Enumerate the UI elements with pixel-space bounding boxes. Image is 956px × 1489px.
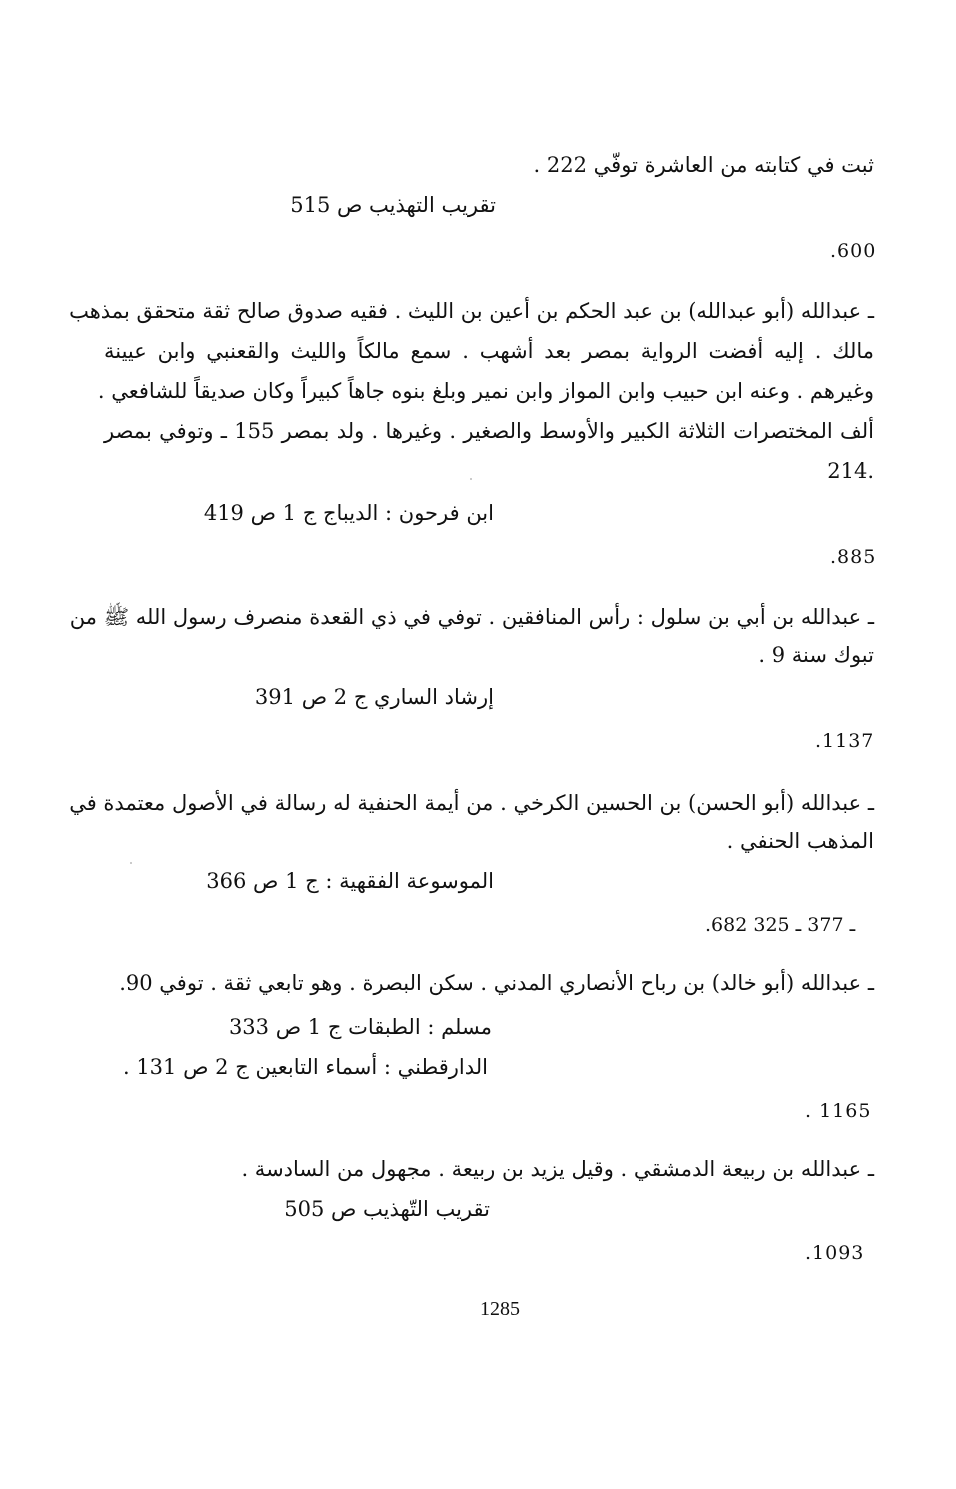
entry-text-line: المذهب الحنفي .: [726, 829, 874, 853]
entry-text-line: ـ عبدالله (أبو عبدالله) بن عبد الحكم بن أعين بن الليث . فقيه صدوق صالح ثقة متحقق بمذهب: [69, 299, 874, 323]
entry-references: .885: [830, 546, 877, 568]
entry-references: .682 ـ 377 ـ 325: [705, 914, 856, 936]
entry-text-line: ألف المختصرات الثلاثة الكبير والأوسط والصغير . وغيرها . ولد بمصر 155 ـ وتوفي بمصر: [104, 419, 875, 443]
page-number: 1285: [480, 1298, 520, 1320]
entry-source: مسلم : الطبقات ج 1 ص 333: [228, 1015, 492, 1039]
entry-text-line: .214: [827, 459, 874, 483]
entry-text-line: مالك . إليه أفضت الرواية بمصر بعد أشهب . سمع مالكاً والليث والقعنبي وابن عيينة: [104, 339, 874, 363]
entry-text-line: ـ عبدالله (أبو خالد) بن رباح الأنصاري المدني . سكن البصرة . وهو تابعي ثقة . توفي 90.: [119, 971, 874, 995]
entry-source: الموسوعة الفقهية : ج 1 ص 366: [206, 869, 494, 893]
scan-speck: [130, 862, 132, 864]
entry-text-line: وغيرهم . وعنه ابن حبيب وابن المواز وابن نمير وبلغ بنوه جاهاً كبيراً وكان صديقاً للشافعي .: [97, 379, 874, 403]
entry-text-line: ثبت في كتابته من العاشرة توفّي 222 .: [533, 153, 874, 177]
entry-references: . 1165: [805, 1100, 872, 1122]
entry-source: تقريب التهذيب ص 515: [290, 193, 496, 217]
entry-references: .600: [830, 240, 877, 262]
entry-text-line: تبوك سنة 9 .: [758, 643, 874, 667]
entry-source: ابن فرحون : الديباج ج 1 ص 419: [203, 501, 494, 525]
entry-source: تقريب التّهذيب ص 505: [284, 1197, 490, 1221]
entry-source: إرشاد الساري ج 2 ص 391: [254, 685, 494, 709]
entry-text-line: ـ عبدالله بن ربيعة الدمشقي . وقيل يزيد بن ربيعة . مجهول من السادسة .: [241, 1157, 874, 1181]
entry-references: .1093: [805, 1242, 865, 1264]
entry-source: الدارقطني : أسماء التابعين ج 2 ص 131 .: [122, 1055, 488, 1079]
scan-speck: [470, 478, 472, 480]
entry-text-line: ـ عبدالله (أبو الحسن) بن الحسين الكرخي . من أيمة الحنفية له رسالة في الأصول معتمدة في: [69, 791, 874, 815]
entry-text-line: ـ عبدالله بن أبي بن سلول : رأس المنافقين . توفي في ذي القعدة منصرف رسول الله ﷺ من: [69, 605, 874, 629]
entry-references: .1137: [815, 730, 875, 752]
